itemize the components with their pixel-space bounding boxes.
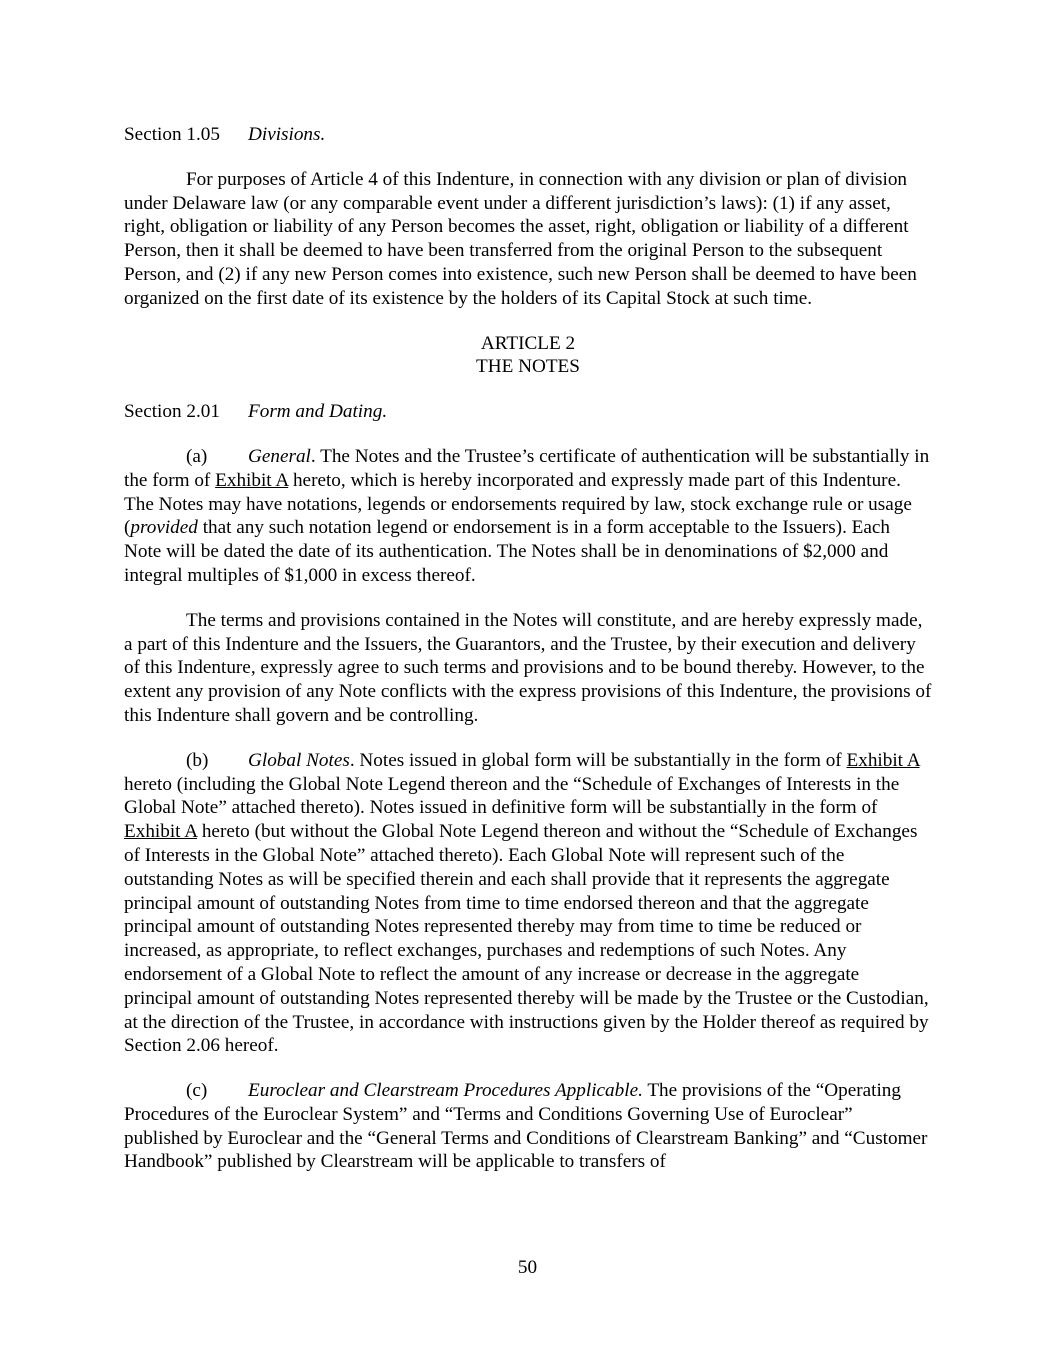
paragraph-label: (c) xyxy=(186,1080,208,1102)
paragraph-b-global-notes: (b) Global Notes. Notes issued in global form will be substantially in the form of Exhibit A hereto (including the Global Note Legend thereon and the “Schedule of Exchanges of Interests in the Global Note” attached thereto). Notes issued in definitive form will be substantially in the form of Exhibit A hereto (but without the Global Note Legend thereon and without the “Schedule of Exchanges of Interests in the Global Note” attached thereto). Each Global Note will represent such of the outstanding Notes as will be specified therein and each shall provide that it represents the aggregate principal amount of outstanding Notes from time to time endorsed thereon and that the aggregate principal amount of outstanding Notes represented thereby may from time to time be reduced or increased, as appropriate, to reflect exchanges, purchases and redemptions of such Notes. Any endorsement of a Global Note to reflect the amount of any increase or decrease in the aggregate principal amount of outstanding Notes represented thereby will be made by the Trustee or the Custodian, at the direction of the Trustee, in accordance with instructions given by the Holder thereof as required by Section 2.06 hereof. xyxy=(124,749,929,1057)
section-number: Section 1.05 xyxy=(124,124,220,145)
section-number: Section 2.01 xyxy=(124,401,220,423)
paragraph-title: Euroclear and Clearstream Procedures Applicable. xyxy=(248,1080,643,1102)
paragraph-c-euroclear: (c) Euroclear and Clearstream Procedures Applicable. The provisions of the “Operating Procedures of the Euroclear System” and “Terms and Conditions Governing Use of Euroclear” published by Euroclear and the “General Terms and Conditions of Clearstream Banking” and “Customer Handbook” published by Clearstream will be applicable to transfers of xyxy=(124,1080,928,1173)
paragraph-label: (b) xyxy=(186,749,209,771)
paragraph-label: (a) xyxy=(186,445,208,467)
section-title: Divisions. xyxy=(248,124,326,145)
paragraph-title: Global Notes xyxy=(248,749,350,771)
article-title: THE NOTES xyxy=(476,356,580,378)
section-title: Form and Dating. xyxy=(248,401,388,423)
exhibit-a-reference: Exhibit A xyxy=(124,821,198,843)
paragraph-title: General xyxy=(248,445,311,467)
terms-paragraph: The terms and provisions contained in the Notes will constitute, and are hereby expressly made, a part of this Indenture and the Issuers, the Guarantors, and the Trustee, by their execution and delivery of this Indenture, expressly agree to such terms and provisions and to be bound thereby. However, to the extent any provision of any Note conflicts with the express provisions of this Indenture, the provisions of this Indenture shall govern and be controlling. xyxy=(124,609,932,726)
divisions-paragraph: For purposes of Article 4 of this Indenture, in connection with any division or plan of division under Delaware law (or any comparable event under a different jurisdiction’s laws): (1) if any asset, right, obligation or liability of any Person becomes the asset, right, obligation or liability of a different Person, then it shall be deemed to have been transferred from the original Person to the subsequent Person, and (2) if any new Person comes into existence, such new Person shall be deemed to have been organized on the first date of its existence by the holders of its Capital Stock at such time. xyxy=(124,168,917,309)
section-1-05-heading xyxy=(124,123,932,147)
section-2-01-heading xyxy=(124,400,932,424)
exhibit-a-reference: Exhibit A xyxy=(846,749,920,771)
paragraph-a-general: (a) General. The Notes and the Trustee’s certificate of authentication will be substantially in the form of Exhibit A hereto, which is hereby incorporated and expressly made part of this Indenture. The Notes may have notations, legends or endorsements required by law, stock exchange rule or usage (provided that any such notation legend or endorsement is in a form acceptable to the Issuers). Each Note will be dated the date of its authentication. The Notes shall be in denominations of $2,000 and integral multiples of $1,000 in excess thereof. xyxy=(124,445,930,586)
page-number: 50 xyxy=(517,1257,538,1278)
exhibit-a-reference: Exhibit A xyxy=(215,469,289,491)
document-page xyxy=(124,123,932,1174)
article-number: ARTICLE 2 xyxy=(480,332,576,354)
